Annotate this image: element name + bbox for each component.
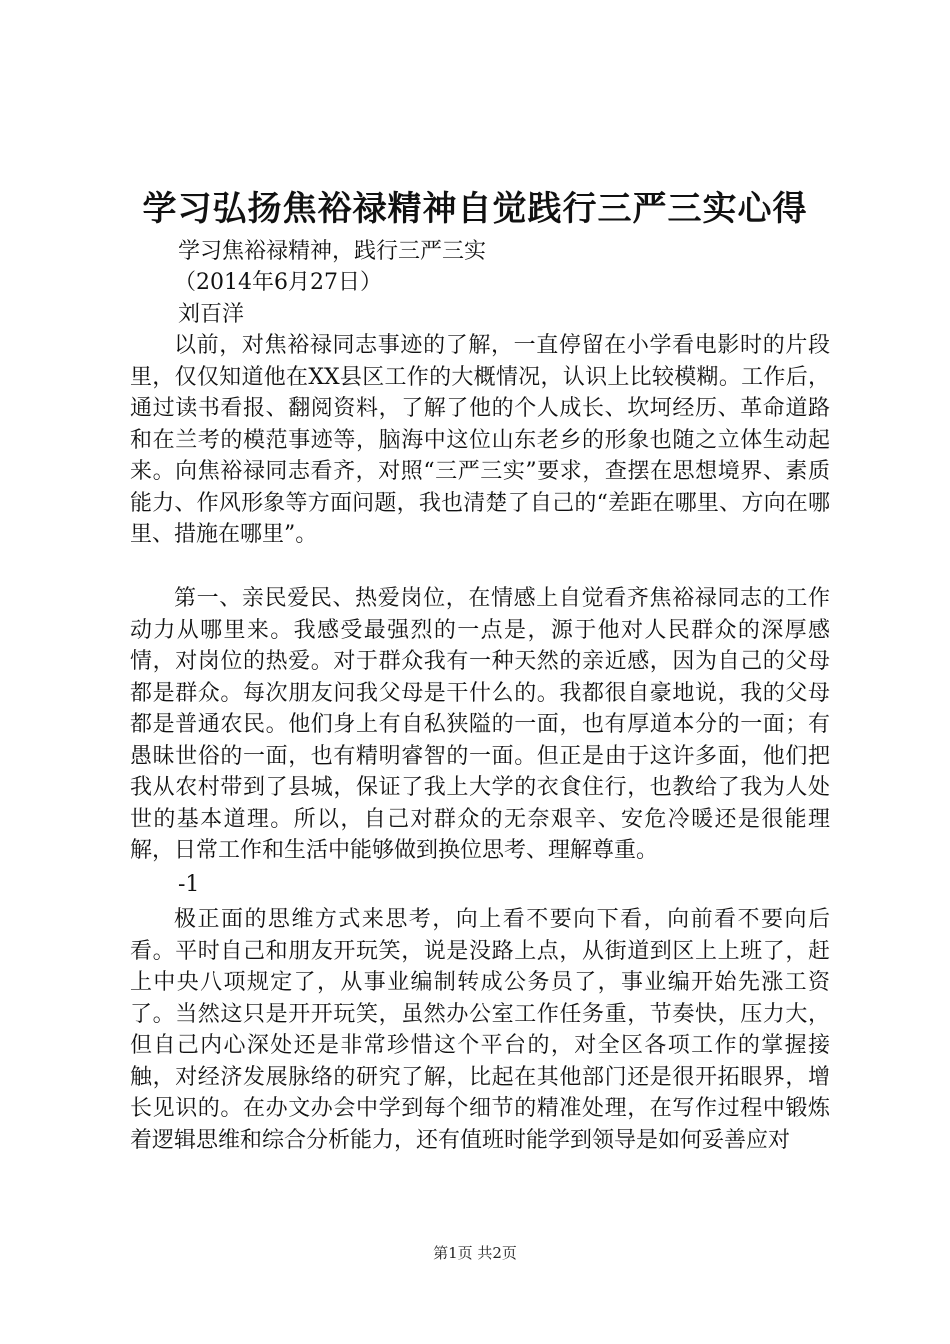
page-footer: 第1页 共2页 [433,1244,517,1262]
document-subtitle: 学习焦裕禄精神，践行三严三实 [178,239,487,264]
paragraph-intro: 以前，对焦裕禄同志事迹的了解，一直停留在小学看电影时的片段里，仅仅知道他在XX县区工作的大概情况，认识上比较模糊。工作后，通过读书看报、翻阅资料，了解了他的个人成长、坎坷经历、革命道路和在兰考的模范事迹等，脑海中这位山东老乡的形象也随之立体生动起来。向焦裕禄同志看齐，对照“三严三实”要求，查摆在思想境界、素质能力、作风形象等方面问题，我也清楚了自己的“差距在哪里、方向在哪里、措施在哪里”。 [130,333,830,547]
page-marker: -1 [178,872,200,897]
document-title: 学习弘扬焦裕禄精神自觉践行三严三实心得 [142,189,808,229]
document-author: 刘百洋 [178,302,245,327]
paragraph-continuation: 极正面的思维方式来思考，向上看不要向下看，向前看不要向后看。平时自己和朋友开玩笑，说是没路上点，从街道到区上上班了，赶上中央八项规定了，从事业编制转成公务员了，事业编开始先涨工资了。当然这只是开开玩笑，虽然办公室工作任务重，节奏快，压力大，但自己内心深处还是非常珍惜这个平台的，对全区各项工作的掌握接触，对经济发展脉络的研究了解，比起在其他部门还是很开拓眼界，增长见识的。在办文办会中学到每个细节的精准处理，在写作过程中锻炼着逻辑思维和综合分析能力，还有值班时能学到领导是如何妥善应对 [130,907,830,1153]
document-date: （2014年6月27日） [174,270,382,295]
paragraph-first-point: 第一、亲民爱民、热爱岗位，在情感上自觉看齐焦裕禄同志的工作动力从哪里来。我感受最强烈的一点是，源于他对人民群众的深厚感情，对岗位的热爱。对于群众我有一种天然的亲近感，因为自己的父母都是群众。每次朋友问我父母是干什么的。我都很自豪地说，我的父母都是普通农民。他们身上有自私狭隘的一面，也有厚道本分的一面；有愚昧世俗的一面，也有精明睿智的一面。但正是由于这许多面，他们把我从农村带到了县城，保证了我上大学的衣食住行，也教给了我为人处世的基本道理。所以，自己对群众的无奈艰辛、安危冷暖还是很能理解，日常工作和生活中能够做到换位思考、理解尊重。 [130,586,830,863]
